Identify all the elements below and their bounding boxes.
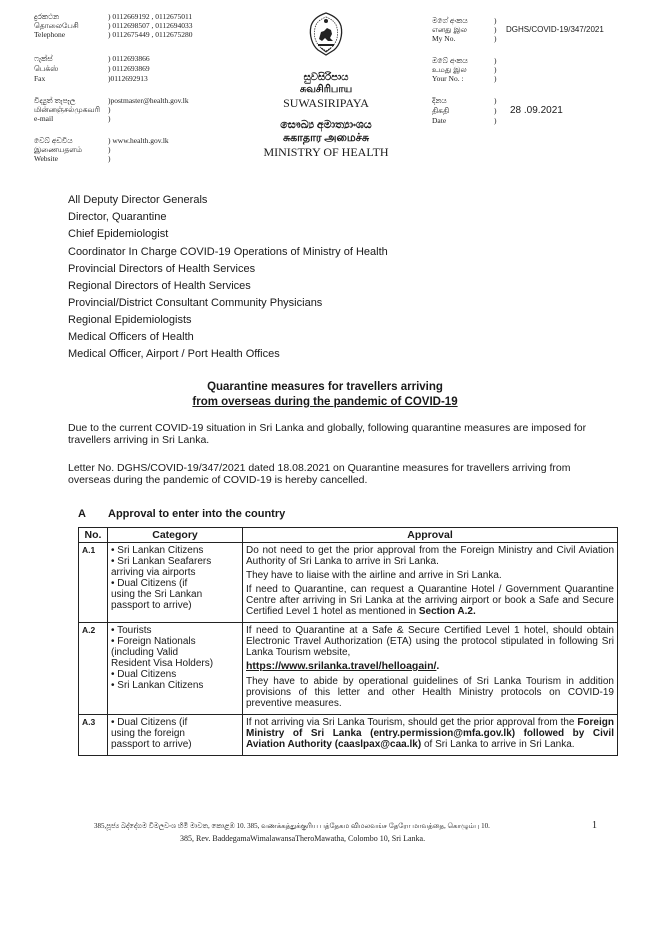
row-no: A.3 (79, 715, 108, 756)
my-no-paren-1: ) (494, 16, 497, 25)
telephone-value-3: ) 0112675449 , 0112675280 (108, 30, 193, 39)
your-no-paren-3: ) (494, 74, 497, 83)
row-approval (243, 715, 618, 756)
fax-value-2: ) 0112693869 (108, 64, 150, 73)
approval-table (78, 527, 618, 756)
row-approval (243, 543, 618, 623)
website-value-1: ) www.health.gov.lk (108, 136, 169, 145)
fax-value-1: ) 0112693866 (108, 54, 150, 63)
contact-website (34, 136, 234, 166)
approval-text-part: If not arriving via Sri Lanka Tourism, should get the prior approval from the (246, 717, 578, 728)
category-line: • Dual Citizens (if (111, 578, 188, 589)
email-value-1: )postmaster@health.gov.lk (108, 96, 189, 105)
contact-email (34, 96, 234, 126)
tourism-website-link[interactable]: https://www.srilanka.travel/helloagain/ (246, 660, 437, 672)
date-label-en: Date (432, 116, 447, 125)
sri-lanka-emblem-icon (308, 12, 344, 56)
approval-text: They have to liaise with the airline and arrive in Sri Lanka. (246, 570, 502, 581)
telephone-value-2: ) 0112698507 , 0112694033 (108, 21, 193, 30)
ministry-name-block (250, 72, 402, 159)
date-label-si: දිනය (432, 96, 447, 105)
category-line: using the Sri Lankan (111, 589, 203, 600)
date-paren-2: ) (494, 106, 497, 115)
date-block (432, 96, 632, 126)
table-row (79, 543, 618, 623)
approval-text: Do not need to get the prior approval from the Foreign Ministry and Civil Aviation Authority of Sri Lanka to arrive in Sri Lanka. (246, 545, 614, 567)
email-label-si: විද්‍යුත් තැපෑල (34, 96, 76, 105)
your-no-label-ta: உமது இல (432, 65, 467, 74)
header-category: Category (108, 528, 243, 543)
fax-label-si: ෆැක්ස් (34, 54, 53, 63)
table-row (79, 623, 618, 715)
category-line: • Dual Citizens (111, 669, 177, 680)
link-suffix: . (436, 660, 440, 672)
category-line: • Sri Lankan Citizens (111, 680, 204, 691)
website-value-3: ) (108, 154, 111, 163)
addressee-item: Regional Directors of Health Services (68, 280, 251, 292)
ministry-sinhala-2: සෞඛ්‍ය අමාත්‍යාංශය (280, 119, 372, 131)
approval-link-line (246, 661, 614, 672)
approval-text: They have to abide by operational guidelines of Sri Lanka Tourism in addition provisions of this letter and other Health Ministry protocols on COVID-19 preventive measures. (246, 676, 614, 709)
row-category (108, 715, 243, 756)
ministry-sinhala-1: සුවසිරිපාය (303, 72, 349, 83)
intro-paragraph: Due to the current COVID-19 situation in Sri Lanka and globally, following quarantine measures are imposed for travellers arriving in Sri Lanka. (68, 422, 587, 446)
footer-address-local: 385,පූජ්‍ය බද්දේගම විමලවංශ හිමි මාවත, කොළඹ 10. 385, வணக்கத்துக்குரிய பத்தேகம விமலவங்ச தேரோ மாவத்தை, கொழும்பு 10. (94, 822, 490, 830)
your-no-label-en: Your No. : (432, 74, 464, 83)
approval-text-part: of Sri Lanka to arrive in Sri Lanka. (421, 739, 575, 750)
your-no-block (432, 56, 632, 86)
email-label-ta: மின்னஞ்சல்முகவரி (34, 105, 101, 114)
category-line: • Sri Lankan Seafarers (111, 556, 212, 567)
website-label-en: Website (34, 154, 58, 163)
row-approval (243, 623, 618, 715)
website-value-2: ) (108, 145, 111, 154)
header-approval: Approval (243, 528, 618, 543)
my-no-paren-2: ) (494, 25, 497, 34)
category-line: • Tourists (111, 625, 152, 636)
addressee-item: Provincial/District Consultant Community Physicians (68, 297, 323, 309)
date-value: 28 .09.2021 (510, 105, 563, 116)
your-no-label-si: ඔබේ අංකය (432, 56, 468, 65)
category-line: • Sri Lankan Citizens (111, 545, 204, 556)
addressee-item: Provincial Directors of Health Services (68, 263, 256, 275)
my-no-label-ta: எனது இல (432, 25, 468, 34)
my-no-paren-3: ) (494, 34, 497, 43)
my-no-value: DGHS/COVID-19/347/2021 (506, 25, 604, 34)
email-label-en: e-mail (34, 114, 54, 123)
telephone-label-ta: தொலைபேசி (34, 21, 79, 30)
approval-contacts: Foreign Ministry of Sri Lanka (entry.permission@mfa.gov.lk) followed by Civil Aviation Authority (caaslpax@caa.lk) (246, 717, 614, 750)
website-label-si: වෙබ් අඩවිය (34, 136, 73, 145)
ministry-tamil-1: சுவசிரிபாய (299, 84, 353, 95)
category-line: • Foreign Nationals (111, 636, 196, 647)
my-no-label-en: My No. (432, 34, 456, 43)
category-line: passport to arrive) (111, 739, 192, 750)
telephone-value-1: ) 0112669192 , 0112675011 (108, 12, 193, 21)
addressee-item: Medical Officers of Health (68, 331, 194, 343)
row-category (108, 543, 243, 623)
row-no: A.1 (79, 543, 108, 623)
addressee-item: Medical Officer, Airport / Port Health Offices (68, 348, 280, 360)
addressee-item: Chief Epidemiologist (68, 228, 169, 240)
category-line: (including Valid (111, 647, 179, 658)
addressee-item: Coordinator In Charge COVID-19 Operations of Ministry of Health (68, 246, 388, 258)
category-line: • Dual Citizens (if (111, 717, 188, 728)
category-line: passport to arrive) (111, 600, 192, 611)
section-heading: Approval to enter into the country (108, 508, 286, 520)
addressee-item: All Deputy Director Generals (68, 194, 208, 206)
fax-value-3: )0112692913 (108, 74, 148, 83)
ministry-english-1: SUWASIRIPAYA (283, 96, 369, 110)
addressee-item: Regional Epidemiologists (68, 314, 192, 326)
your-no-paren-2: ) (494, 65, 497, 74)
category-line: using the foreign (111, 728, 185, 739)
telephone-label-en: Telephone (34, 30, 66, 39)
footer-address-english: 385, Rev. BaddegamaWimalawansaTheroMawatha, Colombo 10, Sri Lanka. (180, 834, 426, 843)
header-no: No. (79, 528, 108, 543)
website-label-ta: இணையதளம் (34, 145, 83, 154)
ministry-english-2: MINISTRY OF HEALTH (263, 145, 389, 159)
cancellation-paragraph: Letter No. DGHS/COVID-19/347/2021 dated 18.08.2021 on Quarantine measures for travellers arriving from overseas during the pandemic of COVID-19 is hereby cancelled. (68, 462, 571, 486)
date-label-ta: திகதி (432, 106, 450, 115)
addressee-item: Director, Quarantine (68, 211, 167, 223)
your-no-paren-1: ) (494, 56, 497, 65)
date-paren-1: ) (494, 96, 497, 105)
row-category (108, 623, 243, 715)
my-no-block (432, 16, 632, 46)
date-paren-3: ) (494, 116, 497, 125)
document-title-line-1: Quarantine measures for travellers arriving (207, 381, 443, 393)
my-no-label-si: මගේ අංකය (432, 16, 468, 25)
category-line: arriving via airports (111, 567, 196, 578)
email-value-2: ) (108, 105, 111, 114)
email-value-3: ) (108, 114, 111, 123)
section-reference: Section A.2. (418, 606, 476, 617)
section-letter: A (78, 508, 86, 520)
ministry-tamil-2: சுகாதார அமைச்சு (282, 132, 370, 144)
fax-label-ta: பெக்ஸ் (34, 64, 59, 73)
table-row (79, 715, 618, 756)
fax-label-en: Fax (34, 74, 46, 83)
category-line: Resident Visa Holders) (111, 658, 214, 669)
contact-telephone (34, 12, 234, 42)
approval-text-part: If need to Quarantine, can request a Quarantine Hotel / Government Quarantine Centre after arriving in Sri Lanka at the arriving airport or book a Safe and Secure Certified Level 1 hotel as mentioned in (246, 584, 614, 617)
document-title-line-2: from overseas during the pandemic of COVID-19 (192, 396, 458, 408)
page-number: 1 (592, 820, 597, 831)
approval-text: If need to Quarantine at a Safe & Secure Certified Level 1 hotel, should obtain Electronic Travel Authorization (ETA) using the protocol stipulated in following Sri Lanka Tourism website, (246, 625, 614, 658)
approval-text (246, 584, 614, 617)
row-no: A.2 (79, 623, 108, 715)
telephone-label-si: දුරකථන (34, 12, 60, 21)
approval-text (246, 717, 614, 750)
table-header-row (79, 528, 618, 543)
contact-fax (34, 54, 234, 84)
